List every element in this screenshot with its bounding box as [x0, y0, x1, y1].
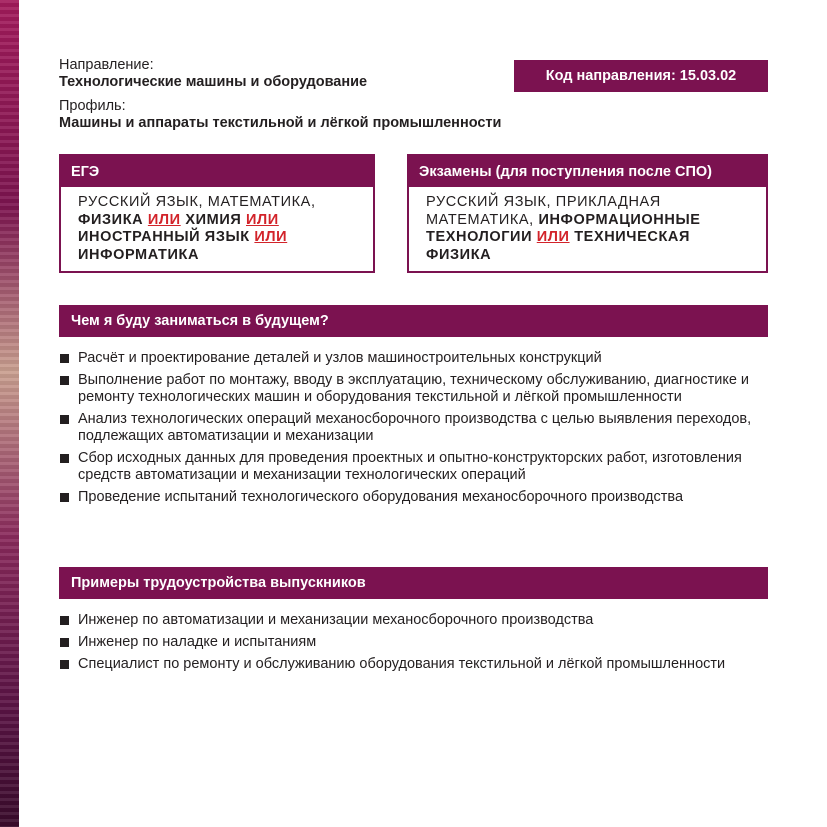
or-label: ИЛИ	[246, 211, 279, 228]
spo-exams-list	[409, 187, 766, 264]
bullet-square-icon	[60, 415, 69, 424]
direction-code-badge: Код направления: 15.03.02	[514, 60, 768, 92]
spo-required-subjects: РУССКИЙ ЯЗЫК, ПРИКЛАДНАЯ МАТЕМАТИКА,	[426, 194, 661, 228]
profile-value: Машины и аппараты текстильной и лёгкой промышленности	[59, 115, 502, 131]
jobs-section-title: Примеры трудоустройства выпускников	[59, 567, 768, 599]
or-label: ИЛИ	[536, 229, 570, 245]
bullet-square-icon	[60, 638, 69, 647]
list-item: Проведение испытаний технологического оборудования механосборочного производства	[59, 489, 768, 506]
bullet-square-icon	[60, 616, 69, 625]
spo-exams-title: Экзамены (для поступления после СПО)	[409, 156, 766, 187]
ege-required-subjects: РУССКИЙ ЯЗЫК, МАТЕМАТИКА,	[78, 194, 316, 210]
list-item: Анализ технологических операций механосборочного производства с целью выявления переходов, подлежащих автоматизации и механизации	[59, 411, 768, 445]
ege-exams-list	[61, 187, 373, 264]
or-label: ИЛИ	[254, 229, 288, 245]
direction-label: Направление:	[59, 57, 154, 73]
list-item: Инженер по автоматизации и механизации механосборочного производства	[59, 612, 768, 629]
bullet-square-icon	[60, 376, 69, 385]
ege-exams-box	[59, 154, 375, 273]
ege-option-informatics: ИНФОРМАТИКА	[78, 246, 200, 263]
list-item: Инженер по наладке и испытаниям	[59, 634, 768, 651]
direction-value: Технологические машины и оборудование	[59, 74, 368, 90]
bullet-square-icon	[60, 354, 69, 363]
bullet-square-icon	[60, 493, 69, 502]
decorative-photo-strip	[0, 0, 19, 827]
list-item: Специалист по ремонту и обслуживанию оборудования текстильной и лёгкой промышленности	[59, 656, 768, 673]
bullet-square-icon	[60, 454, 69, 463]
bullet-square-icon	[60, 660, 69, 669]
ege-exams-title: ЕГЭ	[61, 156, 373, 187]
jobs-list	[59, 612, 768, 678]
ege-option-physics: ФИЗИКА	[78, 211, 144, 228]
profile-label: Профиль:	[59, 98, 126, 114]
spo-option-it: ИНФОРМАЦИОННЫЕ ТЕХНОЛОГИИ	[426, 211, 701, 245]
future-activities-list	[59, 350, 768, 511]
program-card	[59, 0, 768, 827]
ege-option-foreign-language: ИНОСТРАННЫЙ ЯЗЫК	[78, 229, 250, 245]
list-item: Выполнение работ по монтажу, вводу в эксплуатацию, техническому обслуживанию, диагностике и ремонту технологических машин и оборудования текстильной и лёгкой промышленности	[59, 372, 768, 406]
list-item: Сбор исходных данных для проведения проектных и опытно-конструкторских работ, изготовления средств автоматизации и механизации технологических операций	[59, 450, 768, 484]
future-section-title: Чем я буду заниматься в будущем?	[59, 305, 768, 337]
spo-exams-box	[407, 154, 768, 273]
or-label: ИЛИ	[147, 211, 181, 228]
spo-option-technical-physics: ТЕХНИЧЕСКАЯ ФИЗИКА	[426, 229, 690, 263]
list-item: Расчёт и проектирование деталей и узлов машиностроительных конструкций	[59, 350, 768, 367]
ege-option-chemistry: ХИМИЯ	[185, 211, 242, 228]
